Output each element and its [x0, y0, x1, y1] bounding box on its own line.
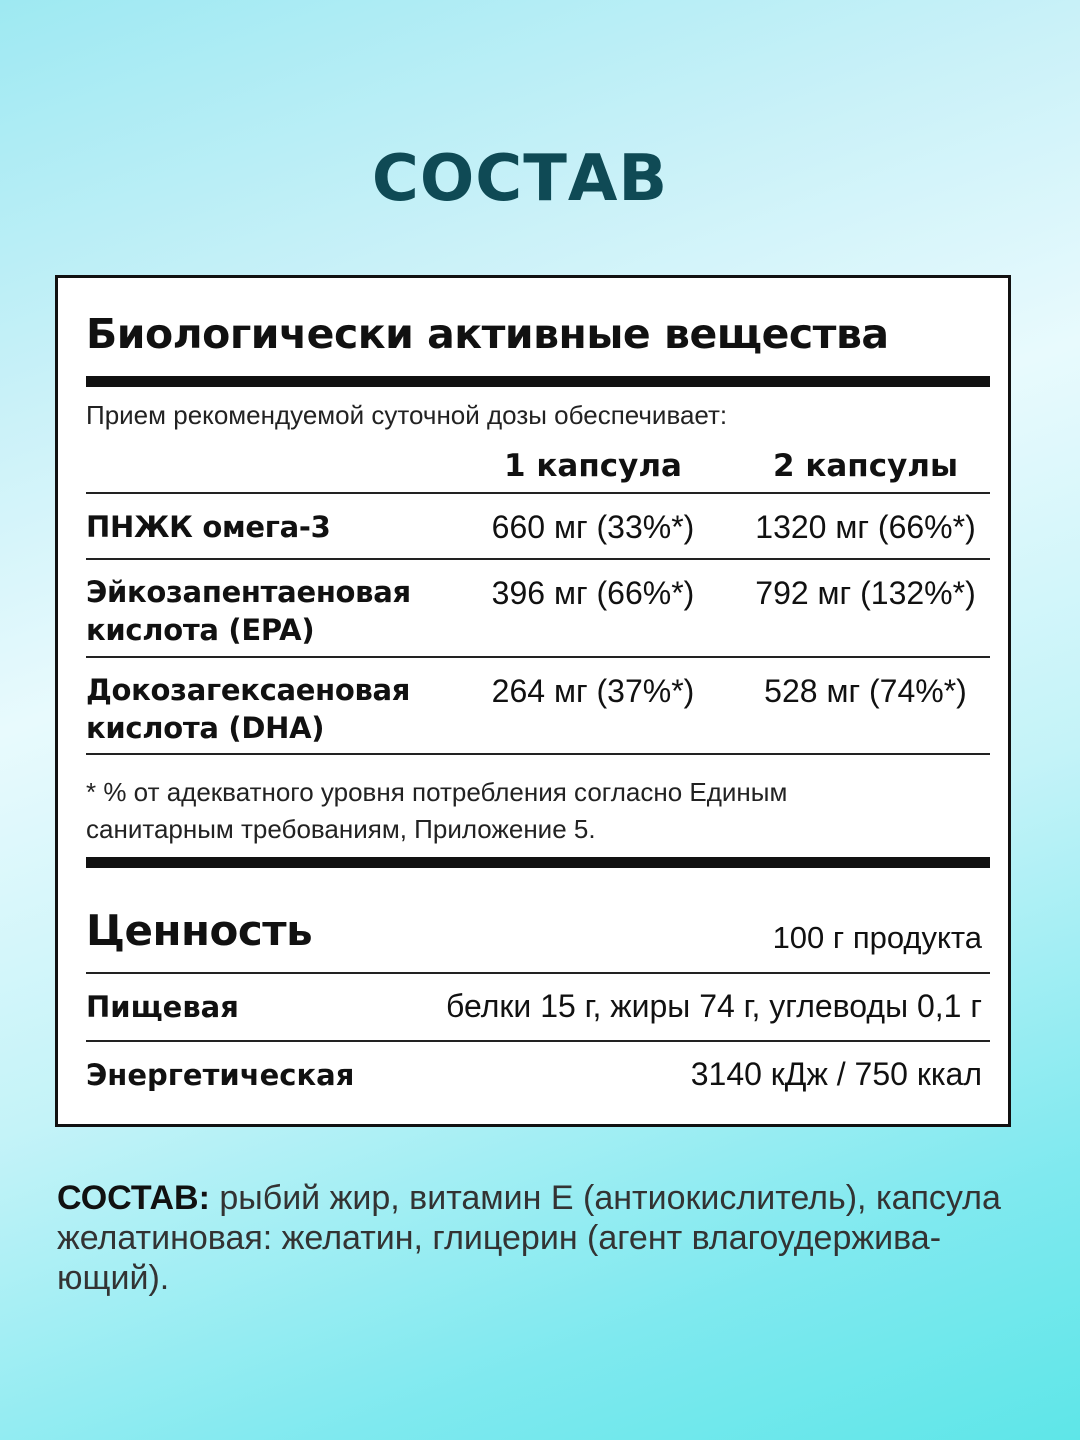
- page-title: СОСТАВ: [371, 142, 669, 216]
- row-value-2-capsules: 528 мг (74%*): [764, 673, 967, 709]
- nutrition-value: 3140 кДж / 750 ккал: [690, 1056, 982, 1092]
- divider: [86, 492, 990, 494]
- divider-thick: [86, 376, 990, 387]
- row-name: Эйкозапентаеновая: [86, 575, 411, 609]
- composition-line: желатиновая: желатин, глицерин (агент влагоудержива-: [57, 1219, 942, 1257]
- per-amount-label: 100 г продукта: [772, 920, 982, 955]
- row-value-2-capsules: 1320 мг (66%*): [755, 509, 976, 545]
- row-name: ПНЖК омега-3: [86, 510, 331, 544]
- nutrition-value: белки 15 г, жиры 74 г, углеводы 0,1 г: [446, 988, 982, 1024]
- composition-line: ющий).: [57, 1259, 170, 1297]
- row-name-line2: кислота (DHA): [86, 711, 325, 745]
- nutrition-card: [55, 275, 1011, 1127]
- nutrition-name: Энергетическая: [86, 1058, 355, 1092]
- column-header-2: 2 капсулы: [772, 448, 959, 484]
- composition-label: СОСТАВ:: [57, 1179, 210, 1217]
- row-value-1-capsule: 660 мг (33%*): [491, 509, 695, 545]
- divider: [86, 753, 990, 755]
- row-name-line2: кислота (EPA): [86, 613, 315, 647]
- row-value-2-capsules: 792 мг (132%*): [755, 575, 976, 611]
- divider: [86, 656, 990, 658]
- composition-text: [57, 1178, 1032, 1298]
- section-title: Биологически активные вещества: [86, 310, 889, 358]
- row-value-1-capsule: 264 мг (37%*): [491, 673, 695, 709]
- divider-thick: [86, 857, 990, 868]
- footnote-line: санитарным требованиям, Приложение 5.: [86, 814, 596, 844]
- composition-line: рыбий жир, витамин Е (антиокислитель), капсула: [209, 1179, 1001, 1217]
- nutrition-name: Пищевая: [86, 990, 239, 1024]
- value-title: Ценность: [86, 906, 313, 955]
- column-header-1: 1 капсула: [504, 448, 682, 484]
- footnote: [86, 774, 986, 848]
- footnote-line: * % от адекватного уровня потребления согласно Единым: [86, 777, 788, 807]
- row-value-1-capsule: 396 мг (66%*): [491, 575, 695, 611]
- divider: [86, 1040, 990, 1042]
- row-name: Докозагексаеновая: [86, 673, 411, 707]
- intro-text: Прием рекомендуемой суточной дозы обеспечивает:: [86, 400, 728, 430]
- divider: [86, 972, 990, 974]
- divider: [86, 558, 990, 560]
